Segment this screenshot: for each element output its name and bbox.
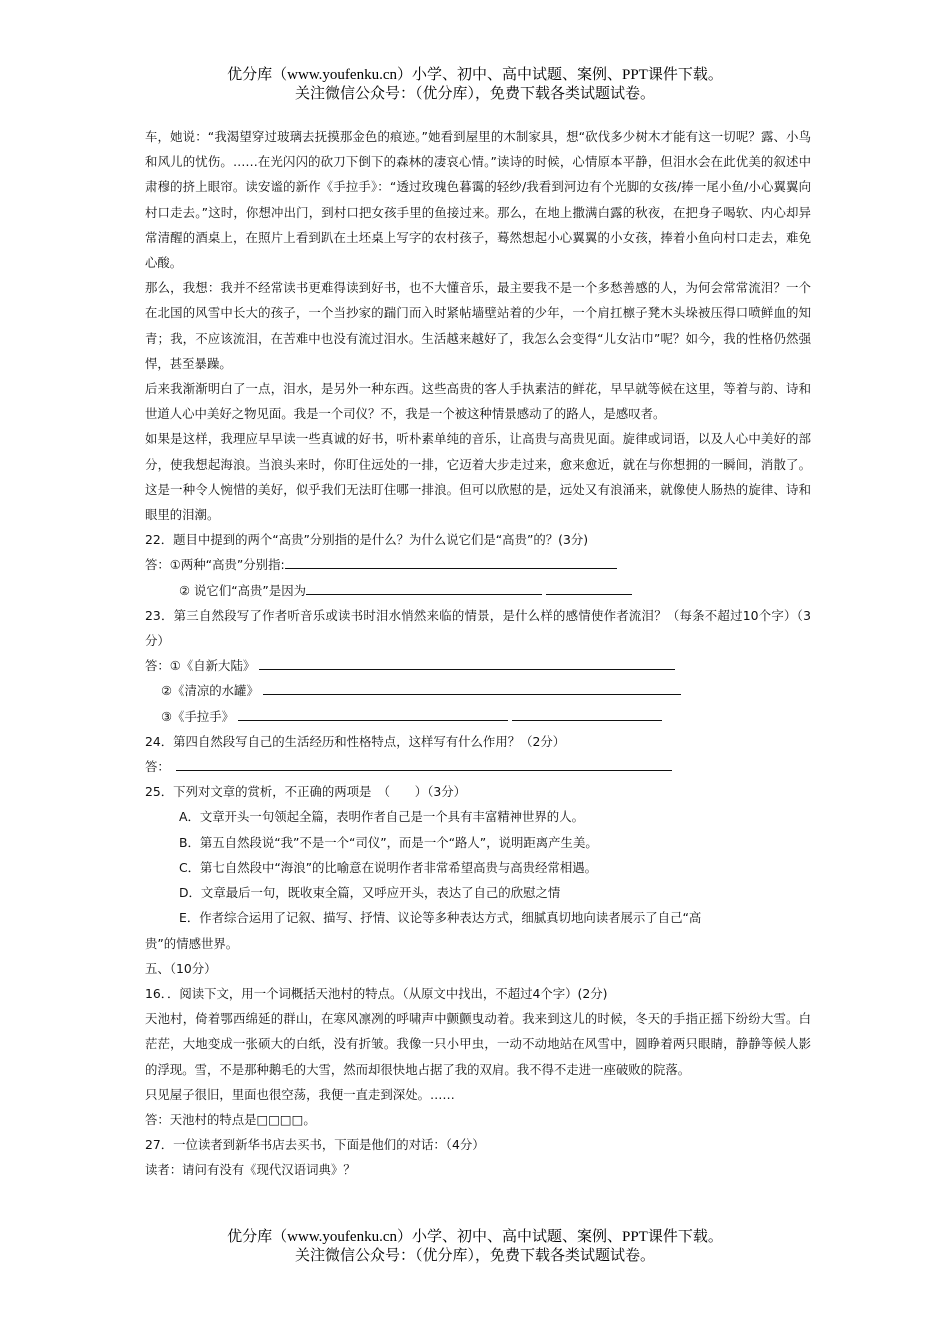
page-header (0, 66, 950, 104)
answer-line: 答：天池村的特点是□□□□。 (145, 1111, 316, 1127)
answer-label: 答：①两种“高贵”分别指: (145, 557, 285, 573)
answer-line (145, 678, 811, 703)
dialogue-line: 读者：请问有没有《现代汉语词典》？ (145, 1162, 356, 1178)
header-line-2: 关注微信公众号：（优分库），免费下载各类试题试卷。 (294, 86, 655, 102)
answer-blank (238, 705, 508, 721)
passage: 只见屋子很旧，里面也很空荡，我便一直走到深处。…… (145, 1086, 455, 1102)
answer-line (145, 578, 811, 603)
option-a: A．文章开头一句领起全篇，表明作者自己是一个具有丰富精神世界的人。 (179, 809, 584, 825)
option-e-continued: 贵”的情感世界。 (145, 935, 239, 951)
paragraph: 那么，我想：我并不经常读书更难得读到好书，也不大懂音乐，最主要我不是一个多愁善感的人，为何会常常流泪？一个在北国的风雪中长大的孩子，一个当抄家的踹门而入时紧帖墙壁站着的少年，一个肩扛檩子凳木头垛被压得口喷鲜血的知青；我，不应该流泪，在苦难中也没有流过泪水。生活越来越好了，我怎么会变得“儿女沾巾”呢？如今，我的性格仍然强悍，甚至暴躁。 (145, 280, 811, 371)
answer-blank (285, 553, 617, 569)
option-d: D．文章最后一句，既收束全篇，又呼应开头，表达了自己的欣慰之情 (179, 885, 561, 901)
answer-label: ② 说它们“高贵”是因为 (179, 582, 307, 598)
answer-blank (259, 654, 675, 670)
question-22: 22．题目中提到的两个“高贵”分别指的是什么？为什么说它们是“高贵”的？(3分) (145, 532, 589, 548)
footer-line-2: 关注微信公众号：（优分库），免费下载各类试题试卷。 (294, 1248, 655, 1264)
answer-blank (546, 579, 632, 595)
option-e: E．作者综合运用了记叙、描写、抒情、议论等多种表达方式，细腻真切地向读者展示了自己“高 (179, 910, 702, 926)
answer-blank (176, 755, 672, 771)
question-27: 27．一位读者到新华书店去买书，下面是他们的对话：（4分） (145, 1137, 485, 1153)
answer-line (145, 754, 811, 779)
question-24: 24．第四自然段写自己的生活经历和性格特点，这样写有什么作用？（2分） (145, 733, 566, 749)
answer-label: ③《手拉手》 (161, 708, 235, 724)
answer-blank (263, 679, 681, 695)
answer-line (145, 653, 811, 678)
paragraph: 后来我渐渐明白了一点，泪水，是另外一种东西。这些高贵的客人手执素洁的鲜花，早早就等候在这里，等着与韵、诗和世道人心中美好之物见面。我是一个司仪？不，我是一个被这种情景感动了的路人，是感叹者。 (145, 381, 811, 422)
answer-line (145, 704, 811, 729)
answer-label: ②《清凉的水罐》 (161, 683, 259, 699)
paragraph: 车，她说：“我渴望穿过玻璃去抚摸那金色的痕迹。”她看到屋里的木制家具，想“砍伐多少树木才能有这一切呢？露、小鸟和风儿的忧伤。……在光闪闪的砍刀下倒下的森林的凄哀心情。”读诗的时候，心情原本平静，但泪水会在此优美的叙述中肃穆的挤上眼帘。读安谧的新作《手拉手》：“透过玫瑰色暮霭的轻纱/我看到河边有个光脚的女孩/捧一尾小鱼/小心翼翼向村口走去。”这时，你想冲出门，到村口把女孩手里的鱼接过来。那么，在地上撒满白露的秋夜，在把身子喝软、内心却异常清醒的酒桌上，在照片上看到趴在土坯桌上写字的农村孩子，蓦然想起小心翼翼的小女孩，捧着小鱼向村口走去，难免心酸。 (145, 129, 811, 271)
question-16: 16．．阅读下文，用一个词概括天池村的特点。（从原文中找出，不超过4个字）(2分) (145, 985, 608, 1001)
option-b: B．第五自然段说“我”不是一个“司仪”，而是一个“路人”，说明距离产生美。 (179, 834, 598, 850)
document-body (145, 124, 811, 1183)
answer-blank (512, 705, 662, 721)
option-c: C．第七自然段中“海浪”的比喻意在说明作者非常希望高贵与高贵经常相遇。 (179, 859, 597, 875)
footer-line-1: 优分库（www.youfenku.cn）小学、初中、高中试题、案例、PPT课件下载。 (227, 1229, 723, 1245)
answer-label: 答：①《自新大陆》 (145, 658, 256, 674)
answer-blank (306, 579, 542, 595)
passage: 天池村，倚着鄂西绵延的群山，在寒风凛冽的呼啸声中颤颤曳动着。我来到这儿的时候，冬天的手指正摇下纷纷大雪。白茫茫，大地变成一张硕大的白纸，没有折皱。我像一只小甲虫，一动不动地站在风雪中，圆睁着两只眼睛，静静等候人影的浮现。雪，不是那种鹅毛的大雪，然而却很快地占据了我的双肩。我不得不走进一座破败的院落。 (145, 1011, 811, 1077)
answer-line (145, 552, 811, 577)
answer-label: 答： (145, 759, 170, 775)
header-line-1: 优分库（www.youfenku.cn）小学、初中、高中试题、案例、PPT课件下载。 (227, 67, 723, 83)
paragraph: 如果是这样，我理应早早读一些真诚的好书，听朴素单纯的音乐，让高贵与高贵见面。旋律或词语，以及人心中美好的部分，使我想起海浪。当浪头来时，你盯住远处的一排，它迈着大步走过来，愈来愈近，就在与你想拥的一瞬间，消散了。这是一种令人惋惜的美好，似乎我们无法盯住哪一排浪。但可以欣慰的是，远处又有浪涌来，就像使人肠热的旋律、诗和眼里的泪潮。 (145, 431, 811, 523)
question-23: 23．第三自然段写了作者听音乐或读书时泪水悄然来临的情景，是什么样的感情使作者流泪？（每条不超过10个字）（3分） (145, 607, 811, 649)
section-heading: 五、（10分） (145, 960, 217, 976)
question-25: 25．下列对文章的赏析，不正确的两项是 （ ）（3分） (145, 784, 467, 800)
page-footer (0, 1228, 950, 1266)
